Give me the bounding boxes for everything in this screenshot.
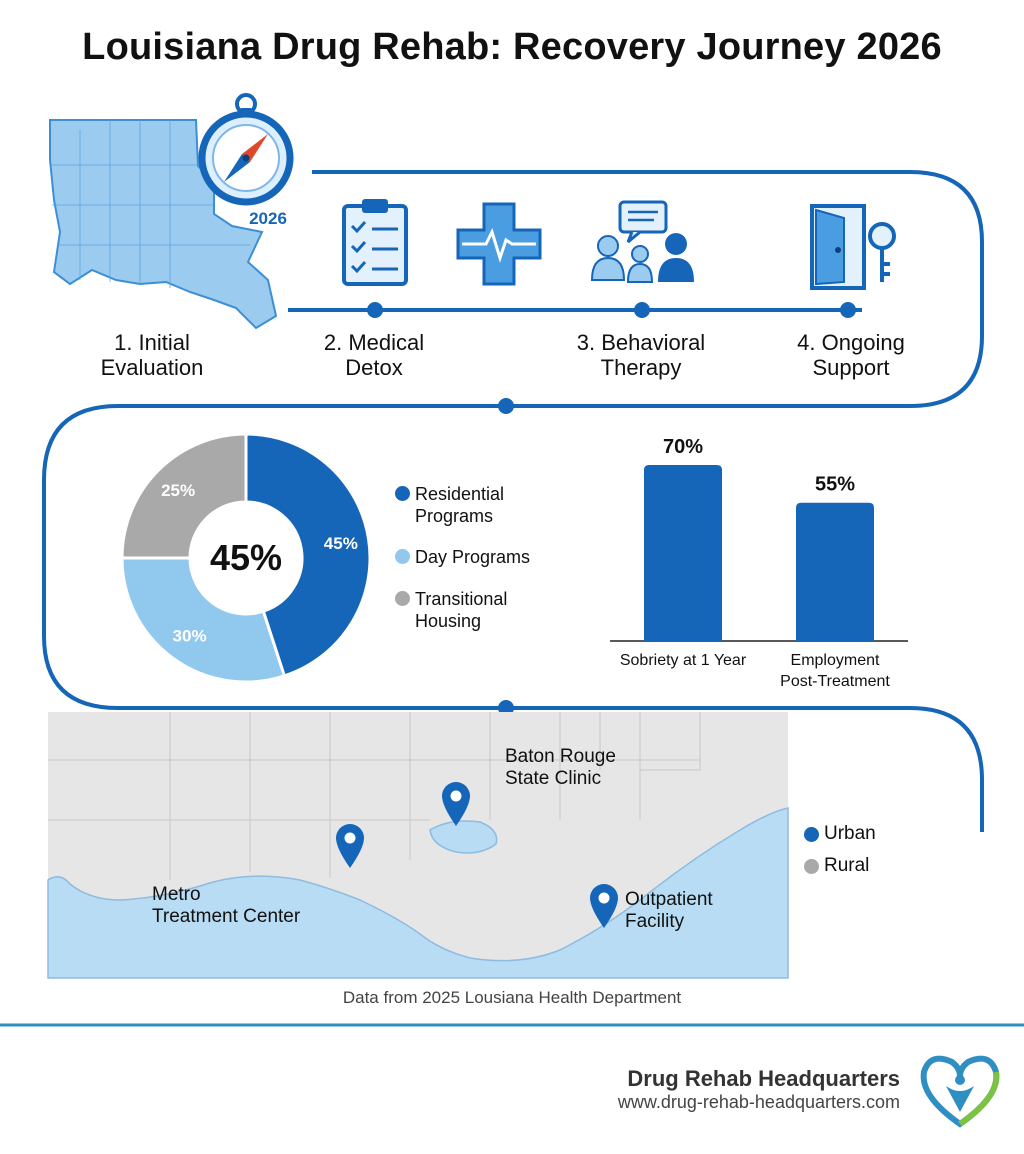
data-source-note: Data from 2025 Lousiana Health Department [342,988,682,1007]
location-label-outpatient: Outpatient Facility [625,889,713,932]
donut-center-label: 45% [209,537,283,578]
path-node [498,398,514,414]
step-label-2: 2. Medical Detox [323,330,425,380]
location-label-baton-rouge: Baton Rouge State Clinic [505,746,616,789]
year-badge: 2026 [249,209,287,228]
bar [644,465,722,641]
legend-swatch [395,549,410,564]
brand-url[interactable]: www.drug-rehab-headquarters.com [617,1092,900,1112]
page-title: Louisiana Drug Rehab: Recovery Journey 2026 [82,26,942,68]
timeline-node [367,302,383,318]
bar-chart [610,436,908,690]
brand-name: Drug Rehab Headquarters [627,1066,900,1091]
legend-swatch [804,827,819,842]
bar-category-label: Employment [790,652,880,669]
timeline-node [840,302,856,318]
bar [796,503,874,641]
compass-icon [202,95,290,202]
legend-swatch [395,591,410,606]
timeline-node [634,302,650,318]
infographic-canvas: Louisiana Drug Rehab: Recovery Journey 2026 2026 45% 30% 25% 45% 70% Sobriety at 1 Year 55% Employment Post-Treatment 1. Initial Evaluation 2. Medical Detox 3. Behavioral Therapy 4. Ongoing Support Residential Programs Day Programs Transitional Housing Baton Rouge State Clinic Metro Treatment Center Outpatient Facility Urban Rural Data from 2025 Lousiana Health Department Drug Rehab Headquarters www.drug-rehab-headquarters.com [0,0,1024,1154]
donut-slice-label: 30% [172,626,207,646]
step-label-3: 3. Behavioral Therapy [576,330,706,380]
bar-value-label: 55% [814,473,856,496]
location-label-metro: Metro Treatment Center [152,884,301,927]
donut-slice-label: 25% [161,481,196,501]
group-therapy-icon [592,202,694,282]
donut-slice-label: 45% [323,533,358,553]
door-key-icon [812,206,894,288]
clipboard-checklist-icon [344,199,406,284]
bar-value-label: 70% [662,436,704,458]
step-label-1: 1. Initial Evaluation [100,330,204,380]
bar-category-label: Sobriety at 1 Year [619,652,747,669]
legend-swatch [804,859,819,874]
bar-category-label: Post-Treatment [780,673,890,690]
medical-cross-icon [458,204,540,284]
brand-logo-icon [924,1059,997,1124]
legend-swatch [395,486,410,501]
step-label-4: 4. Ongoing Support [797,330,905,380]
louisiana-coast-map [48,712,788,978]
